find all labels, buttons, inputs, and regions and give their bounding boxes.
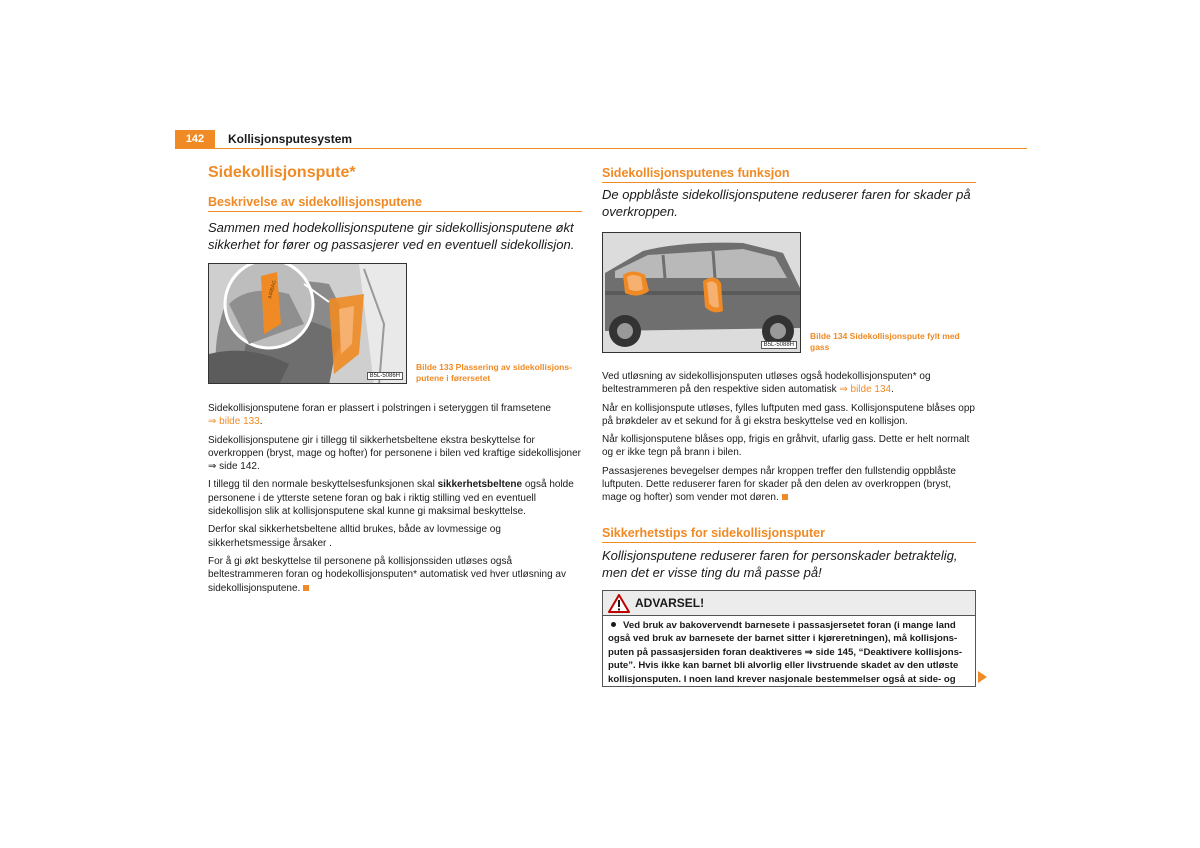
emphasis: sikkerhetsbeltene <box>437 479 523 491</box>
subsection-heading: Sikkerhetstips for sidekollisjonsputer <box>602 526 976 543</box>
subsection-heading: Beskrivelse av sidekollisjonsputene <box>208 195 582 212</box>
warning-triangle-icon <box>608 594 630 613</box>
figure-tag: B5L-5086H <box>367 372 403 380</box>
paragraph-end: . <box>259 416 263 428</box>
body-text-right <box>602 370 976 510</box>
page-header <box>175 130 1027 149</box>
paragraph-text: Ved utløsning av sidekollisjonsputen utløses også hodekollisjonsputen* og beltestrammeren på den respektive siden automatisk <box>602 371 931 396</box>
paragraph-text: Passasjerenes bevegelser dempes når kroppen treffer den fullstendig oppblåste luftputen. Dette reduserer faren for skader på den delen av overkroppen (bryst, mage og hofter) som vender mot døren. <box>602 465 956 504</box>
section-end-marker <box>303 585 309 591</box>
paragraph: Når en kollisjonspute utløses, fylles luftputen med gass. Kollisjonsputene blåses opp på brøkdeler av et sekund for å gi ekstra beskyttelse ved en kollisjon. <box>602 402 975 427</box>
page-number: 142 <box>175 130 215 149</box>
warning-text: Ved bruk av bakovervendt barnesete i passasjersetet foran (i mange land <box>623 620 956 631</box>
paragraph <box>602 465 976 505</box>
paragraph-text: Sidekollisjonsputene foran er plassert i polstringen i seteryggen til framsetene <box>208 403 551 414</box>
lead-paragraph: De oppblåste sidekollisjonsputene reduserer faren for skader på overkroppen. <box>602 187 971 219</box>
paragraph: Derfor skal sikkerhetsbeltene alltid brukes, både av lovmessige og sikkerhetsmessige årsaker . <box>208 524 501 549</box>
warning-line <box>608 619 970 632</box>
paragraph <box>208 402 582 429</box>
paragraph <box>208 555 582 595</box>
seat-illustration <box>209 264 407 384</box>
bullet-icon <box>611 622 616 627</box>
caption-line: Bilde 133 Plassering av sidekollisjons- <box>416 362 572 372</box>
section-title: Sidekollisjonspute* <box>208 164 356 181</box>
section-end-marker <box>782 494 788 500</box>
paragraph <box>208 478 582 518</box>
figure-caption <box>416 362 586 384</box>
lead-paragraph: Sammen med hodekollisjonsputene gir sidekollisjonsputene økt sikkerhet for fører og passasjerer ved en eventuell sidekollisjon. <box>208 220 575 252</box>
running-title: Kollisjonsputesystem <box>228 132 353 146</box>
warning-header <box>603 591 975 616</box>
warning-box <box>602 590 976 687</box>
figure-tag: B5L-5088H <box>761 341 797 349</box>
warning-body <box>603 616 975 686</box>
car-illustration <box>603 233 801 353</box>
lead-paragraph: Kollisjonsputene reduserer faren for personskader betraktelig, men det er visse ting du må passe på! <box>602 548 958 580</box>
warning-title: ADVARSEL! <box>635 596 705 610</box>
continue-arrow-icon <box>978 671 987 683</box>
airbag-label: AIRBAG <box>267 279 278 300</box>
paragraph: Sidekollisjonsputene gir i tillegg til sikkerhetsbeltene ekstra beskyttelse for overkroppen (bryst, mage og hofter) for personene i bilen ved kraftige sidekollisjoner ⇒ side 142. <box>208 434 581 473</box>
warning-line: kollisjonsputen. I noen land krever nasjonale bestemmelser også at side- og <box>608 673 956 685</box>
caption-line: putene i førersetet <box>416 373 491 383</box>
body-text-left <box>208 402 582 600</box>
paragraph-text: For å gi økt beskyttelse til personene på kollisjonssiden utløses også beltestrammeren foran og hodekollisjonsputen* automatisk ved hver utløsning av sidekollisjonsputene. <box>208 555 566 594</box>
paragraph: Når kollisjonsputene blåses opp, frigis en gråhvit, ufarlig gass. Dette er helt normalt og er ikke tegn på brann i bilen. <box>602 434 970 459</box>
warning-line: pute”. Hvis ikke kan barnet bli alvorlig eller livstruende skadet av den utløste <box>608 660 959 672</box>
paragraph <box>602 370 976 397</box>
paragraph-end: . <box>891 384 894 396</box>
caption-line: Bilde 134 Sidekollisjonspute fylt med <box>810 331 960 341</box>
figure-car-airbag <box>602 232 801 353</box>
figure-link[interactable]: ⇒ bilde 134 <box>839 384 892 396</box>
warning-line: også ved bruk av barnesete der barnet sitter i kjøreretningen), må kollisjons- <box>608 633 958 645</box>
figure-link[interactable]: ⇒ bilde 133 <box>208 416 260 428</box>
paragraph-text: også holde personene i de ytterste setene foran og bak i riktig stilling ved en eventuell sidekollisjon slik at kollisjonsputene skal kunne gi maksimal beskyttelse. <box>208 479 574 518</box>
figure-caption <box>810 331 980 353</box>
figure-seat-airbag <box>208 263 407 384</box>
subsection-heading: Sidekollisjonsputenes funksjon <box>602 166 976 183</box>
warning-line: puten på passasjersiden foran deaktiveres ⇒ side 145, “Deaktivere kollisjons- <box>608 646 963 658</box>
caption-line: gass <box>810 342 830 352</box>
paragraph-text: I tillegg til den normale beskyttelsesfunksjonen skal <box>208 479 438 491</box>
